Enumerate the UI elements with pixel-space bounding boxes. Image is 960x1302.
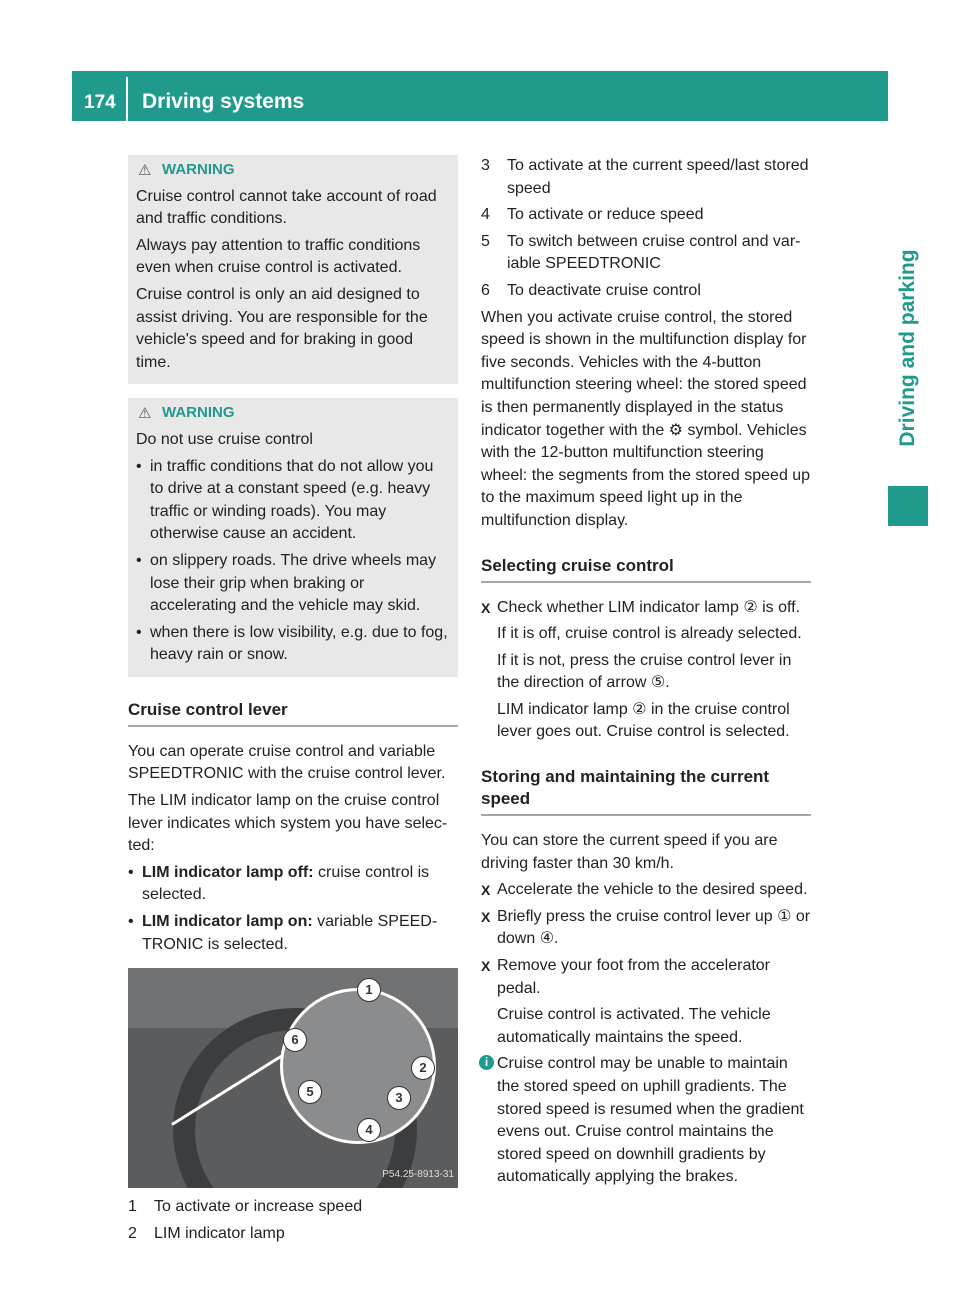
step-text: LIM indicator lamp ② in the cruise control lever goes out. Cruise control is selected.	[497, 700, 790, 741]
section-heading: Cruise control lever	[128, 699, 458, 727]
header-divider	[126, 77, 128, 121]
body-text: When you activate cruise control, the stored speed is shown in the multifunction display for five seconds. Vehicles with the 4-button multifunction steering wheel: the stored speed is then permanently displayed in the status indicator together with the ⚙ symbol. Vehicles with the 12-button multifunction steering wheel: the segments from the stored speed up to the maximum speed light up in the multifunction display.	[481, 308, 811, 529]
cruise-control-lever-photo	[128, 968, 458, 1188]
callout-5: 5	[298, 1080, 322, 1104]
warning-text: Do not use cruise control	[136, 430, 313, 448]
section-heading: Selecting cruise control	[481, 555, 811, 583]
chapter-marker	[888, 486, 928, 526]
info-note: i Cruise control may be unable to maintain the stored speed on uphill gradients. The stored speed is resumed when the gradient evens out. Cruise control maintains the stored speed on downhill gradients by automatically applying the brakes.	[481, 1053, 811, 1189]
step-text: Cruise control is activated. The vehicle automatically maintains the speed.	[497, 1006, 771, 1046]
step-item: X Accelerate the vehicle to the desired speed.	[481, 881, 808, 899]
chapter-tab	[888, 226, 928, 481]
warning-text: Cruise control cannot take account of road and traffic conditions.	[136, 187, 437, 228]
warning-text: Cruise control is only an aid designed to assist driving. You are responsible for the vehicle's speed and for braking in good time.	[136, 285, 428, 371]
page-number: 174	[84, 92, 116, 113]
left-column	[128, 155, 458, 1249]
bullet-item: • on slippery roads. The drive wheels may lose their grip when braking or accelerating and the vehicle may skid.	[136, 551, 437, 615]
callout-4: 4	[357, 1118, 381, 1142]
image-code: P54.25-8913-31	[382, 1168, 454, 1180]
warning-box-2	[128, 398, 458, 677]
step-item: X Remove your foot from the accelerator pedal.	[481, 957, 771, 997]
callout-6: 6	[283, 1028, 307, 1052]
bullet-item: • LIM indicator lamp on: variable SPEEDTRONIC is selected.	[128, 913, 438, 953]
section-title: Driving systems	[142, 90, 305, 113]
step-item: X Briefly press the cruise control lever up ① or down ④.	[481, 907, 811, 948]
warning-title: ⚠ WARNING	[162, 161, 235, 178]
legend-item: 2 LIM indicator lamp	[128, 1224, 285, 1242]
bullet-item: • when there is low visibility, e.g. due to fog, heavy rain or snow.	[136, 623, 448, 664]
legend-item: 3 To activate at the current speed/last stored speed	[481, 157, 809, 197]
info-icon: i	[479, 1055, 494, 1070]
warning-title: ⚠ WARNING	[162, 404, 235, 421]
bullet-item: • LIM indicator lamp off: cruise control is selected.	[128, 863, 430, 904]
chapter-label: Driving and parking	[896, 249, 919, 447]
body-text: The LIM indicator lamp on the cruise control lever indicates which system you have selected:	[128, 792, 448, 855]
page-header	[72, 71, 888, 121]
body-text: You can store the current speed if you are driving faster than 30 km/h.	[481, 832, 778, 872]
step-text: If it is off, cruise control is already selected.	[497, 625, 802, 643]
legend-item: 6 To deactivate cruise control	[481, 281, 701, 299]
warning-text: Always pay attention to traffic conditions even when cruise control is activated.	[136, 236, 421, 277]
legend-item: 4 To activate or reduce speed	[481, 206, 704, 224]
section-heading: Storing and maintaining the current speed	[481, 766, 811, 816]
right-column	[481, 155, 811, 1193]
bullet-item: • in traffic conditions that do not allow you to drive at a constant speed (e.g. heavy traffic or winding roads). You may otherwise cause an accident.	[136, 457, 434, 543]
step-item: X Check whether LIM indicator lamp ② is off.	[481, 598, 801, 616]
legend-item: 5 To switch between cruise control and variable SPEEDTRONIC	[481, 232, 801, 273]
callout-2: 2	[411, 1056, 435, 1080]
callout-1: 1	[357, 978, 381, 1002]
warning-box-1	[128, 155, 458, 384]
callout-3: 3	[387, 1086, 411, 1110]
step-text: If it is not, press the cruise control lever in the direction of arrow ⑤.	[497, 651, 792, 692]
legend-item: 1 To activate or increase speed	[128, 1198, 363, 1216]
body-text: You can operate cruise control and variable SPEEDTRONIC with the cruise control lever.	[128, 742, 446, 783]
